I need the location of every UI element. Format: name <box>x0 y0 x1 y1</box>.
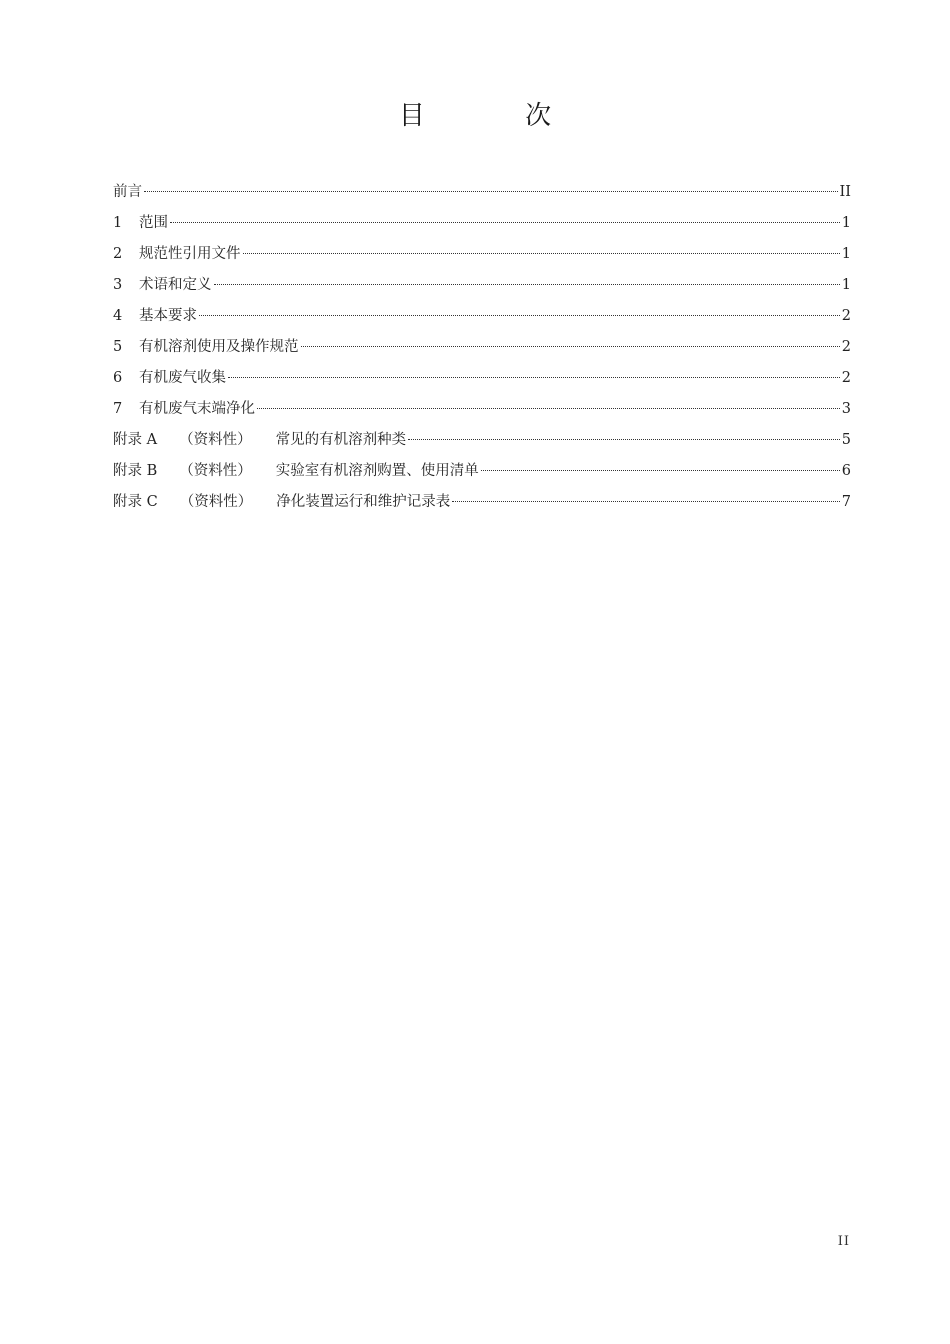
toc-entry-4[interactable] <box>113 301 851 332</box>
toc-entry-page: 1 <box>841 215 851 231</box>
toc-entry-title: 术语和定义 <box>139 277 212 293</box>
dot-leader <box>408 439 840 440</box>
dot-leader <box>199 315 840 316</box>
toc-entry-page: II <box>839 184 851 200</box>
toc-entry-page: 2 <box>841 308 851 324</box>
appendix-label: 附录 B <box>113 463 158 479</box>
appendix-kind: （资料性） <box>179 463 252 479</box>
toc-entry-appendix-a[interactable] <box>113 425 851 456</box>
appendix-kind: （资料性） <box>179 494 253 510</box>
toc-entry-title: 规范性引用文件 <box>139 246 241 262</box>
toc-entry-page: 7 <box>841 494 851 510</box>
toc-entry-number: 5 <box>113 339 123 355</box>
page-number: II <box>837 1234 850 1249</box>
toc-entry-title: 有机废气末端净化 <box>139 401 255 417</box>
toc-entry-foreword[interactable] <box>113 177 851 208</box>
dot-leader <box>214 284 840 285</box>
toc-entry-number: 3 <box>113 277 123 293</box>
toc-entry-2[interactable] <box>113 239 851 270</box>
toc-entry-appendix-c[interactable] <box>113 487 851 518</box>
toc-entry-1[interactable] <box>113 208 851 239</box>
appendix-label: 附录 A <box>113 432 158 448</box>
toc-entry-title: 有机溶剂使用及操作规范 <box>139 339 299 355</box>
toc-entry-title: 净化装置运行和维护记录表 <box>276 494 451 510</box>
toc-entry-number: 4 <box>113 308 123 324</box>
toc-entry-page: 1 <box>841 277 851 293</box>
dot-leader <box>257 408 840 409</box>
dot-leader <box>481 470 840 471</box>
toc-entry-number: 7 <box>113 401 123 417</box>
toc-entry-title: 实验室有机溶剂购置、使用清单 <box>275 463 479 479</box>
toc-entry-3[interactable] <box>113 270 851 301</box>
toc-entry-page: 6 <box>841 463 851 479</box>
dot-leader <box>301 346 840 347</box>
page-title: 目 次 <box>398 101 598 131</box>
dot-leader <box>144 191 838 192</box>
dot-leader <box>243 253 840 254</box>
toc-entry-5[interactable] <box>113 332 851 363</box>
table-of-contents <box>113 177 851 518</box>
dot-leader <box>228 377 840 378</box>
toc-entry-title: 基本要求 <box>139 308 197 324</box>
appendix-kind: （资料性） <box>179 432 252 448</box>
toc-entry-page: 5 <box>841 432 851 448</box>
toc-entry-7[interactable] <box>113 394 851 425</box>
toc-entry-title: 有机废气收集 <box>139 370 226 386</box>
dot-leader <box>170 222 840 223</box>
toc-entry-number: 1 <box>113 215 123 231</box>
toc-entry-page: 1 <box>841 246 851 262</box>
toc-entry-page: 2 <box>841 370 851 386</box>
toc-entry-number: 6 <box>113 370 123 386</box>
toc-entry-appendix-b[interactable] <box>113 456 851 487</box>
toc-entry-title: 常见的有机溶剂种类 <box>275 432 407 448</box>
dot-leader <box>452 501 840 502</box>
toc-entry-page: 2 <box>841 339 851 355</box>
toc-entry-page: 3 <box>841 401 851 417</box>
toc-entry-number: 2 <box>113 246 123 262</box>
toc-entry-title: 前言 <box>113 184 142 200</box>
toc-entry-6[interactable] <box>113 363 851 394</box>
toc-entry-title: 范围 <box>139 215 168 231</box>
appendix-label: 附录 C <box>113 494 158 510</box>
